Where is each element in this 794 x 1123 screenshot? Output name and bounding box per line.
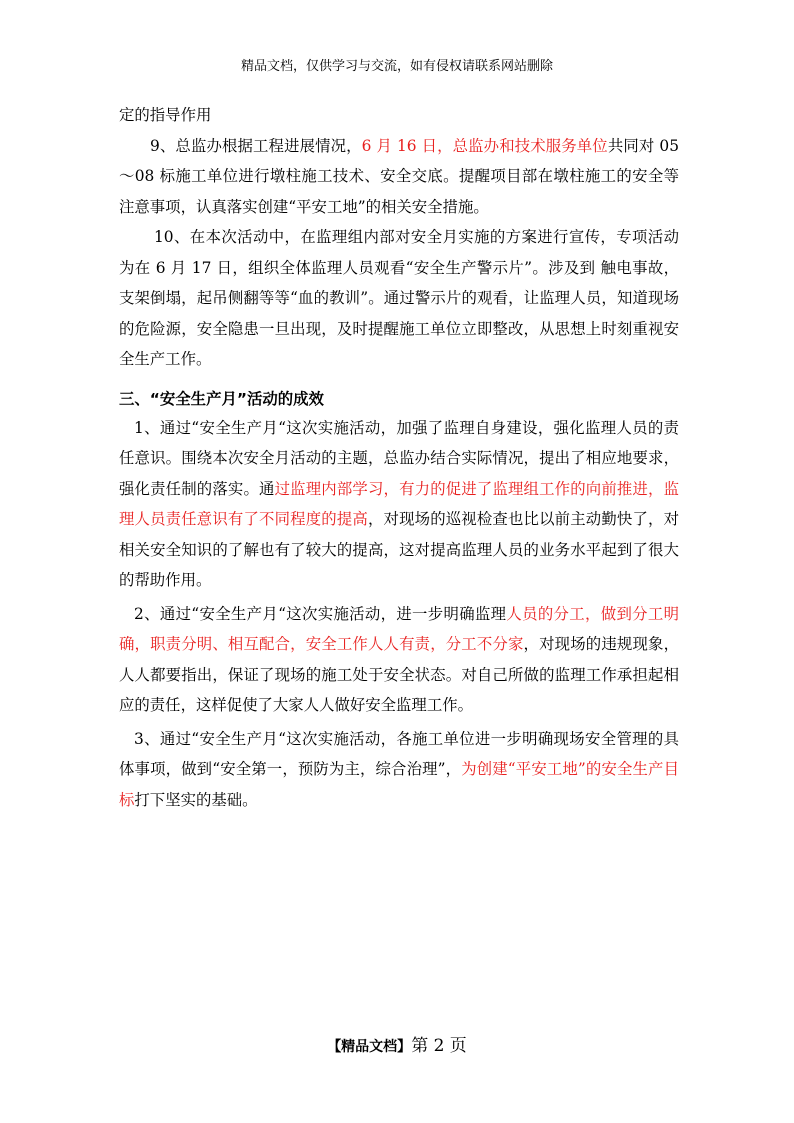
item-2-highlight: 人员的分工，做到分工明确，职责分明、相互配合，安全工作人人有责，分工不分家 bbox=[119, 604, 679, 653]
item-2-text-a: 2、通过“安全生产月“这次实施活动，进一步明确监理 bbox=[134, 604, 507, 623]
item-2-text-c: ，对现场的违规现象，人人都要指出，保证了现场的施工处于安全状态。对自己所做的监理工作承担起相应的责任，这样促使了大家人人做好安全监理工作。 bbox=[119, 635, 679, 714]
page-header: 精品文档，仅供学习与交流，如有侵权请联系网站删除 bbox=[240, 59, 553, 74]
item-3-text-c: 打下坚实的基础。 bbox=[134, 790, 258, 809]
footer-tag: 【精品文档】 bbox=[327, 1039, 412, 1055]
paragraph-10: 10、在本次活动中，在监理组内部对安全月实施的方案进行宣传，专项活动为在 6 月 17 日，组织全体监理人员观看“安全生产警示片”。涉及到 触电事故，支架倒塌，起吊侧翻等等“血的教训”。通过警示片的观看，让监理人员，知道现场的危险源，安全隐患一旦出现，及时提醒施工单位立即整改，从思想上时刻重视安全生产工作。 bbox=[119, 228, 679, 368]
paragraph-9-highlight: 6 月 16 日，总监办和技术服务单位 bbox=[361, 136, 608, 155]
document-body bbox=[119, 100, 679, 815]
item-1-text-a: 1、通过“安全生产月“这次实施活动，加强了监理自身建设，强化监理人员的责任意识。围绕本次安全月活动的主题，总监办结合实际情况，提出了相应地要求，强化责任制的落实。通 bbox=[119, 418, 679, 498]
section-heading: 三、“安全生产月”活动的成效 bbox=[119, 389, 324, 408]
item-2 bbox=[119, 599, 679, 721]
item-1 bbox=[119, 413, 679, 596]
paragraph-9-text-c: 共同对 05～08 标施工单位进行墩柱施工技术、安全交底。提醒项目部在墩柱施工的安全等注意事项，认真落实创建“平安工地”的相关安全措施。 bbox=[119, 136, 679, 216]
page-number: 第 2 页 bbox=[411, 1036, 467, 1056]
page-footer bbox=[0, 1034, 794, 1059]
paragraph-continuation: 定的指导作用 bbox=[119, 106, 212, 124]
paragraph-9-text-a: 9、总监办根据工程进展情况， bbox=[150, 136, 362, 155]
item-3-highlight: 为创建“平安工地”的安全生产目标 bbox=[119, 760, 679, 809]
item-1-text-c: ，对现场的巡视检查也比以前主动勤快了，对相关安全知识的了解也有了较大的提高，这对提高监理人员的业务水平起到了很大的帮助作用。 bbox=[119, 510, 679, 589]
paragraph-9 bbox=[119, 131, 679, 223]
item-1-highlight: 过监理内部学习，有力的促进了监理组工作的向前推进，监理人员责任意识有了不同程度的提高 bbox=[119, 479, 679, 528]
item-3 bbox=[119, 724, 679, 816]
item-3-text-a: 3、通过“安全生产月“这次实施活动，各施工单位进一步明确现场安全管理的具体事项，做到“安全第一，预防为主，综合治理”， bbox=[119, 729, 679, 778]
